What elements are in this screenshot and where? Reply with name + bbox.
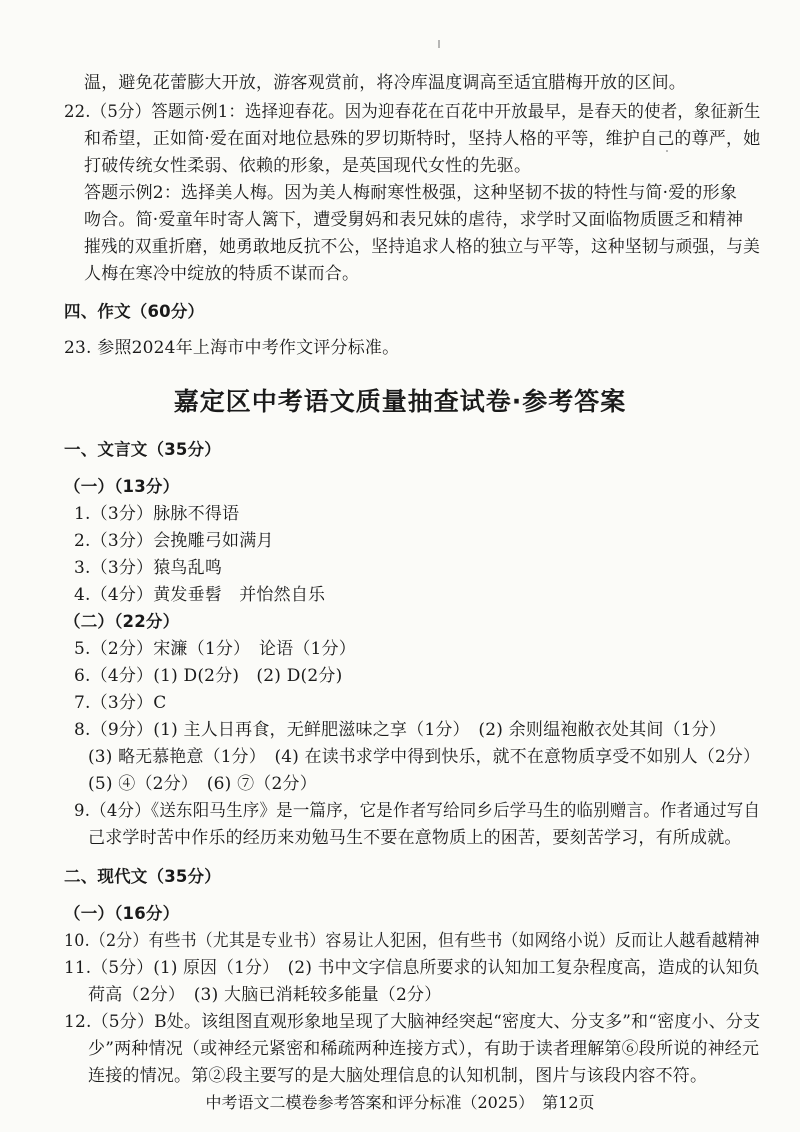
answer-item: 9.（4分）《送东阳马生序》是一篇序，它是作者写给同乡后学马生的临别赠言。作者通过写自 [74,801,761,821]
scan-speck [438,40,440,48]
answer-item: 5.（2分）宋濂（1分） 论语（1分） [74,639,356,659]
q22-line: 22.（5分）答题示例1：选择迎春花。因为迎春花在百花中开放最早，是春天的使者，象征新生 [64,102,761,122]
q23-line: 23. 参照2024年上海市中考作文评分标准。 [64,338,400,358]
part-heading: （一）（16分） [64,904,180,923]
answer-item: (3) 略无慕艳意（1分） (4) 在读书求学中得到快乐，就不在意物质享受不如别人（2分） [88,747,761,767]
answer-item: 8.（9分）(1) 主人日再食，无鲜肥滋味之享（1分） (2) 余则缊袍敝衣处其间（1分） [74,720,727,740]
q22-line: 答题示例2：选择美人梅。因为美人梅耐寒性极强，这种坚韧不拔的特性与简·爱的形象 [84,183,738,203]
answer-item: 7.（3分）C [74,693,167,713]
answer-item: 己求学时苦中作乐的经历来劝勉马生不要在意物质上的困苦，要刻苦学习，有所成就。 [88,828,742,848]
answer-item: 连接的情况。第②段主要写的是大脑处理信息的认知机制，图片与该段内容不符。 [88,1066,708,1086]
section-heading-classical: 一、文言文（35分） [64,440,221,459]
answer-item: 2.（3分）会挽雕弓如满月 [74,531,274,551]
answer-item: 荷高（2分） (3) 大脑已消耗较多能量（2分） [88,985,442,1005]
part-heading: （二）（22分） [64,612,180,631]
page-title: 嘉定区中考语文质量抽查试卷·参考答案 [173,387,627,416]
section-heading-composition: 四、作文（60分） [64,302,205,321]
part-heading: （一）（13分） [64,477,180,496]
answer-item: 11.（5分）(1) 原因（1分） (2) 书中文字信息所要求的认知加工复杂程度高，造成的认知负 [64,958,760,978]
answer-item: 10.（2分）有些书（尤其是专业书）容易让人犯困，但有些书（如网络小说）反而让人越看越精神 [64,931,760,951]
answer-item: 4.（4分）黄发垂髫 并怡然自乐 [74,585,326,605]
continuation-line: 温，避免花蕾膨大开放，游客观赏前，将冷库温度调高至适宜腊梅开放的区间。 [84,73,686,93]
q22-line: 摧残的双重折磨，她勇敢地反抗不公，坚持追求人格的独立与平等，这种坚韧与顽强，与美 [84,237,761,257]
answer-item: (5) ④（2分） (6) ⑦（2分） [88,774,317,794]
q22-line: 打破传统女性柔弱、依赖的形象，是英国现代女性的先驱。 [84,156,532,176]
page-footer: 中考语文二模卷参考答案和评分标准（2025） 第12页 [205,1093,595,1112]
answer-item: 6.（4分）(1) D(2分) (2) D(2分) [74,666,343,686]
answer-item: 3.（3分）猿鸟乱鸣 [74,558,223,578]
q22-line: 和希望，正如简·爱在面对地位悬殊的罗切斯特时，坚持人格的平等，维护自己的尊严，她 [84,129,761,149]
section-heading-modern: 二、现代文（35分） [64,867,221,886]
scan-speck [666,150,668,152]
q22-line: 吻合。简·爱童年时寄人篱下，遭受舅妈和表兄妹的虐待，求学时又面临物质匮乏和精神 [84,210,744,230]
q22-line: 人梅在寒冷中绽放的特质不谋而合。 [84,264,360,284]
answer-item: 12.（5分）B处。该组图直观形象地呈现了大脑神经突起“密度大、分支多”和“密度小、分支 [64,1012,761,1032]
answer-item: 1.（3分）脉脉不得语 [74,504,240,524]
answer-item: 少”两种情况（或神经元紧密和稀疏两种连接方式），有助于读者理解第⑥段所说的神经元 [88,1039,760,1059]
